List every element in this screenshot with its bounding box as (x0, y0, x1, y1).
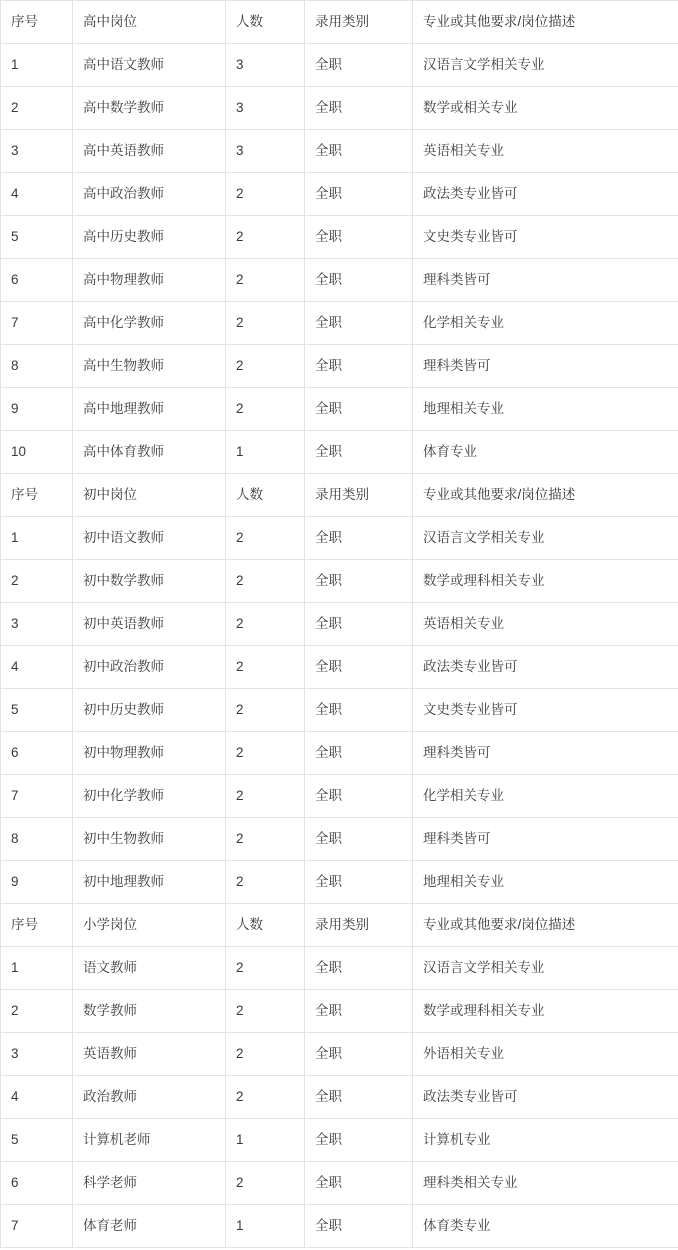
table-cell: 6 (1, 1162, 73, 1205)
table-row (1, 947, 678, 990)
table-row (1, 517, 678, 560)
table-cell: 计算机专业 (413, 1119, 678, 1162)
table-cell: 高中英语教师 (73, 130, 226, 173)
table-cell: 全职 (305, 646, 413, 689)
table-cell: 文史类专业皆可 (413, 216, 678, 259)
table-cell: 6 (1, 732, 73, 775)
table-cell: 全职 (305, 560, 413, 603)
table-cell: 8 (1, 345, 73, 388)
table-header-cell: 序号 (1, 1, 73, 44)
table-cell: 全职 (305, 173, 413, 216)
table-cell: 体育类专业 (413, 1205, 678, 1248)
table-cell: 政法类专业皆可 (413, 1076, 678, 1119)
table-row (1, 990, 678, 1033)
table-cell: 5 (1, 689, 73, 732)
table-row (1, 732, 678, 775)
table-cell: 2 (226, 947, 305, 990)
table-cell: 2 (226, 689, 305, 732)
table-cell: 初中数学教师 (73, 560, 226, 603)
table-cell: 3 (226, 130, 305, 173)
table-cell: 9 (1, 388, 73, 431)
table-cell: 化学相关专业 (413, 775, 678, 818)
table-cell: 政治教师 (73, 1076, 226, 1119)
table-cell: 数学或理科相关专业 (413, 990, 678, 1033)
table-cell: 高中生物教师 (73, 345, 226, 388)
table-row (1, 1033, 678, 1076)
table-cell: 2 (226, 603, 305, 646)
table-cell: 初中语文教师 (73, 517, 226, 560)
table-cell: 高中数学教师 (73, 87, 226, 130)
table-cell: 全职 (305, 1119, 413, 1162)
table-cell: 地理相关专业 (413, 388, 678, 431)
table-cell: 政法类专业皆可 (413, 646, 678, 689)
table-cell: 汉语言文学相关专业 (413, 947, 678, 990)
table-cell: 高中地理教师 (73, 388, 226, 431)
table-cell: 初中历史教师 (73, 689, 226, 732)
table-row (1, 646, 678, 689)
table-cell: 3 (226, 87, 305, 130)
table-cell: 7 (1, 775, 73, 818)
table-cell: 2 (226, 388, 305, 431)
table-cell: 2 (226, 1076, 305, 1119)
table-cell: 初中化学教师 (73, 775, 226, 818)
table-cell: 2 (226, 861, 305, 904)
table-cell: 2 (226, 345, 305, 388)
table-cell: 英语相关专业 (413, 130, 678, 173)
table-cell: 全职 (305, 302, 413, 345)
table-row (1, 130, 678, 173)
table-cell: 全职 (305, 1162, 413, 1205)
table-cell: 科学老师 (73, 1162, 226, 1205)
table-cell: 2 (226, 646, 305, 689)
table-cell: 2 (1, 560, 73, 603)
table-header-cell: 专业或其他要求/岗位描述 (413, 1, 678, 44)
table-header-cell: 专业或其他要求/岗位描述 (413, 474, 678, 517)
table-cell: 2 (226, 818, 305, 861)
table-cell: 2 (226, 302, 305, 345)
table-cell: 理科类皆可 (413, 732, 678, 775)
table-cell: 初中物理教师 (73, 732, 226, 775)
table-cell: 全职 (305, 388, 413, 431)
table-cell: 全职 (305, 1076, 413, 1119)
table-header-cell: 专业或其他要求/岗位描述 (413, 904, 678, 947)
table-header-cell: 初中岗位 (73, 474, 226, 517)
table-cell: 全职 (305, 689, 413, 732)
table-cell: 3 (1, 1033, 73, 1076)
table-cell: 全职 (305, 1033, 413, 1076)
table-row (1, 1205, 678, 1248)
table-row (1, 345, 678, 388)
table-cell: 地理相关专业 (413, 861, 678, 904)
table-cell: 1 (1, 44, 73, 87)
table-cell: 高中语文教师 (73, 44, 226, 87)
table-cell: 初中生物教师 (73, 818, 226, 861)
table-cell: 计算机老师 (73, 1119, 226, 1162)
table-cell: 2 (226, 259, 305, 302)
table-cell: 2 (226, 216, 305, 259)
table-row (1, 87, 678, 130)
table-header-cell: 序号 (1, 474, 73, 517)
table-cell: 4 (1, 173, 73, 216)
table-cell: 英语教师 (73, 1033, 226, 1076)
table-cell: 2 (226, 732, 305, 775)
table-cell: 理科类皆可 (413, 259, 678, 302)
table-cell: 2 (226, 517, 305, 560)
table-row (1, 216, 678, 259)
table-header-cell: 高中岗位 (73, 1, 226, 44)
table-cell: 3 (1, 130, 73, 173)
table-row (1, 603, 678, 646)
table-cell: 2 (1, 990, 73, 1033)
table-cell: 1 (1, 517, 73, 560)
table-row (1, 689, 678, 732)
table-cell: 全职 (305, 517, 413, 560)
table-cell: 全职 (305, 732, 413, 775)
table-cell: 理科类皆可 (413, 345, 678, 388)
table-cell: 7 (1, 1205, 73, 1248)
table-cell: 全职 (305, 87, 413, 130)
table-cell: 2 (1, 87, 73, 130)
table-cell: 体育专业 (413, 431, 678, 474)
table-cell: 全职 (305, 259, 413, 302)
table-header-row (1, 474, 678, 517)
table-header-cell: 录用类别 (305, 904, 413, 947)
table-cell: 数学或理科相关专业 (413, 560, 678, 603)
table-cell: 3 (226, 44, 305, 87)
table-cell: 数学或相关专业 (413, 87, 678, 130)
table-cell: 4 (1, 1076, 73, 1119)
table-cell: 初中英语教师 (73, 603, 226, 646)
table-cell: 汉语言文学相关专业 (413, 44, 678, 87)
table-cell: 全职 (305, 861, 413, 904)
table-cell: 高中历史教师 (73, 216, 226, 259)
table-cell: 9 (1, 861, 73, 904)
table-cell: 全职 (305, 130, 413, 173)
table-cell: 英语相关专业 (413, 603, 678, 646)
table-cell: 语文教师 (73, 947, 226, 990)
table-header-cell: 人数 (226, 904, 305, 947)
table-cell: 文史类专业皆可 (413, 689, 678, 732)
table-cell: 全职 (305, 216, 413, 259)
table-row (1, 431, 678, 474)
table-cell: 全职 (305, 603, 413, 646)
table-cell: 1 (1, 947, 73, 990)
table-cell: 2 (226, 560, 305, 603)
table-cell: 6 (1, 259, 73, 302)
table-cell: 2 (226, 990, 305, 1033)
table-cell: 高中政治教师 (73, 173, 226, 216)
table-row (1, 173, 678, 216)
table-row (1, 44, 678, 87)
table-header-cell: 录用类别 (305, 1, 413, 44)
table-row (1, 1119, 678, 1162)
table-cell: 1 (226, 1119, 305, 1162)
table-header-cell: 序号 (1, 904, 73, 947)
table-cell: 7 (1, 302, 73, 345)
table-row (1, 861, 678, 904)
table-row (1, 1076, 678, 1119)
table-cell: 政法类专业皆可 (413, 173, 678, 216)
table-cell: 4 (1, 646, 73, 689)
table-row (1, 302, 678, 345)
table-cell: 全职 (305, 990, 413, 1033)
table-cell: 1 (226, 431, 305, 474)
table-cell: 全职 (305, 818, 413, 861)
table-cell: 2 (226, 775, 305, 818)
table-cell: 3 (1, 603, 73, 646)
table-cell: 高中化学教师 (73, 302, 226, 345)
table-cell: 全职 (305, 775, 413, 818)
table-cell: 外语相关专业 (413, 1033, 678, 1076)
table-body (1, 1, 678, 1248)
table-header-row (1, 1, 678, 44)
table-cell: 初中地理教师 (73, 861, 226, 904)
table-cell: 理科类皆可 (413, 818, 678, 861)
table-row (1, 259, 678, 302)
table-header-cell: 录用类别 (305, 474, 413, 517)
table-cell: 高中体育教师 (73, 431, 226, 474)
table-cell: 10 (1, 431, 73, 474)
table-cell: 化学相关专业 (413, 302, 678, 345)
table-cell: 全职 (305, 44, 413, 87)
table-cell: 全职 (305, 1205, 413, 1248)
table-cell: 2 (226, 1033, 305, 1076)
table-header-cell: 人数 (226, 474, 305, 517)
table-cell: 2 (226, 1162, 305, 1205)
table-header-row (1, 904, 678, 947)
table-cell: 汉语言文学相关专业 (413, 517, 678, 560)
table-cell: 8 (1, 818, 73, 861)
table-cell: 全职 (305, 431, 413, 474)
table-cell: 数学教师 (73, 990, 226, 1033)
table-header-cell: 人数 (226, 1, 305, 44)
table-row (1, 775, 678, 818)
table-cell: 高中物理教师 (73, 259, 226, 302)
table-cell: 2 (226, 173, 305, 216)
table-cell: 全职 (305, 947, 413, 990)
table-cell: 初中政治教师 (73, 646, 226, 689)
table-cell: 全职 (305, 345, 413, 388)
table-row (1, 1162, 678, 1205)
table-cell: 5 (1, 1119, 73, 1162)
table-header-cell: 小学岗位 (73, 904, 226, 947)
table-cell: 1 (226, 1205, 305, 1248)
table-row (1, 560, 678, 603)
table-cell: 5 (1, 216, 73, 259)
table-row (1, 818, 678, 861)
table-cell: 体育老师 (73, 1205, 226, 1248)
table-row (1, 388, 678, 431)
table-cell: 理科类相关专业 (413, 1162, 678, 1205)
